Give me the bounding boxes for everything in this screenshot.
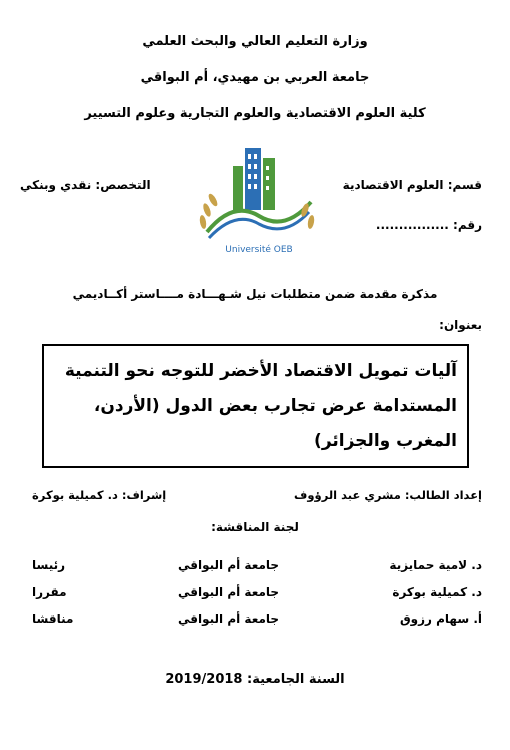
university-heading: جامعة العربي بن مهيدي، أم البواقي [140, 70, 370, 85]
member-institution: جامعة أم البواقي [178, 558, 280, 572]
member-role: رئيسا [32, 558, 66, 572]
member-name: د. لامية حمايزية [389, 558, 482, 572]
member-institution: جامعة أم البواقي [178, 585, 280, 599]
logo-building-icon [233, 148, 275, 210]
supervisor-label: إشراف: د. كميلية بوكرة [32, 488, 167, 502]
academic-year: السنة الجامعية: 2019/2018 [165, 672, 345, 687]
ministry-heading: وزارة التعليم العالي والبحث العلمي [142, 34, 368, 49]
member-role: مقررا [32, 585, 67, 599]
member-institution: جامعة أم البواقي [178, 612, 280, 626]
title-label: بعنوان: [439, 318, 482, 332]
logo-text: Université OEB [225, 245, 293, 255]
memo-line: مذكرة مقدمة ضمن متطلبات نيل شـهـــادة مــــاستر أكــاديمي [72, 287, 438, 301]
member-name: أ. سهام رزوق [399, 612, 482, 626]
department-label: قسم: العلوم الاقتصادية [342, 178, 482, 192]
committee-heading: لجنة المناقشة: [211, 520, 299, 534]
member-role: مناقشا [32, 612, 74, 626]
title-box [42, 344, 469, 468]
number-label: رقم: ................ [375, 218, 482, 232]
university-logo [193, 140, 325, 262]
preparer-label: إعداد الطالب: مشري عبد الرؤوف [294, 488, 482, 502]
specialty-label: التخصص: نقدي وبنكي [20, 178, 151, 192]
faculty-heading: كلية العلوم الاقتصادية والعلوم التجارية وعلوم التسيير [84, 106, 426, 121]
member-name: د. كميلية بوكرة [392, 585, 482, 599]
thesis-title: آليات تمويل الاقتصاد الأخضر للتوجه نحو التنمية المستدامة عرض تجارب بعض الدول (الأردن، المغرب والجزائر) [64, 361, 457, 451]
